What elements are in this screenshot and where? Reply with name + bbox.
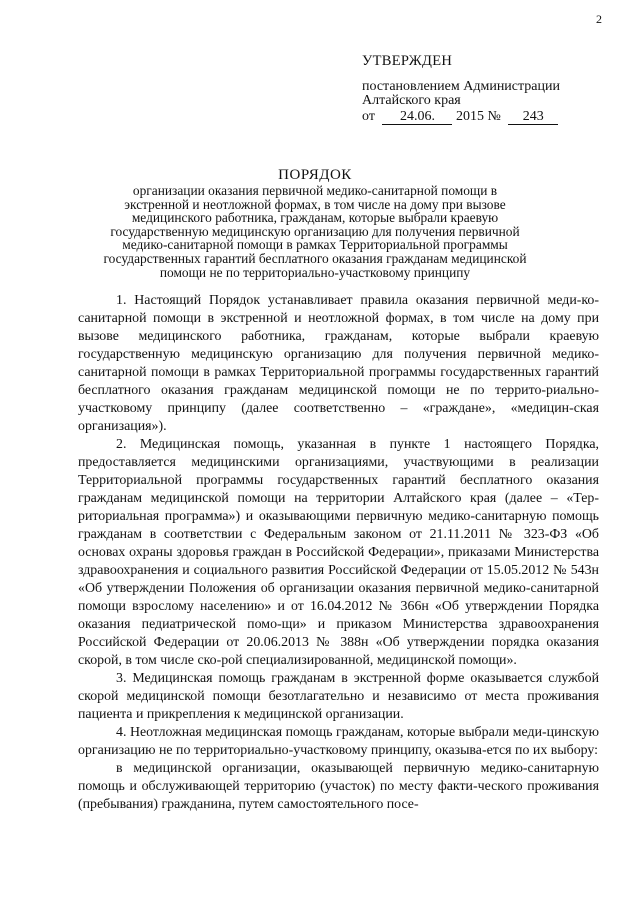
approval-stamp: [362, 52, 612, 125]
document-subtitle: организации оказания первичной медико-санитарной помощи в экстренной и неотложной формах, в том числе на дому при вызове медицинского работника, гражданам, которые выбрали краевую государственную медицинскую организацию для получения первичной медико-санитарной помощи в рамках Территориальной программы государственных гарантий бесплатного оказания гражданам медицинской помощи не по территориально-участковому принципу: [103, 183, 527, 280]
approval-year: 2015 №: [455, 109, 501, 124]
page-number: 2: [596, 12, 602, 26]
paragraph-2: 2. Медицинская помощь, указанная в пункте 1 настоящего Порядка, предоставляется медицинскими организациями, участвующими в реализации Территориальной программы государственных гарантий бесплатного оказания гражданам медицинской помощи на территории Алтайского края (далее – «Тер-риториальная программа») и оказывающими первичную медико-санитарную помощь гражданам в соответствии с Федеральным законом от 21.11.2011 № 323-ФЗ «Об основах охраны здоровья граждан в Российской Федерации», приказами Министерства здравоохранения и социального развития Российской Федерации от 15.05.2012 № 543н «Об утверждении Положения об организации оказания первичной медико-санитарной помощи взрослому населению» и от 16.04.2012 № 366н «Об утверждении Порядка оказания педиатрической помо-щи» и приказом Министерства здравоохранения Российской Федерации от 20.06.2013 № 388н «Об утверждении порядка оказания скорой, в том числе ско-рой специализированной, медицинской помощи».: [78, 437, 599, 668]
paragraph-3: 3. Медицинская помощь гражданам в экстренной форме оказывается службой скорой медицинской помощи безотлагательно и независимо от места проживания пациента и прикрепления к медицинской организации.: [78, 671, 599, 722]
approval-date-line: [362, 109, 612, 125]
paragraph-4: 4. Неотложная медицинская помощь гражданам, которые выбрали меди-цинскую организацию не по территориально-участковому принципу, оказыва-ется по их выбору:: [78, 725, 599, 758]
approval-title: УТВЕРЖДЕН: [362, 53, 453, 69]
approval-line-1: постановлением Администрации: [362, 79, 560, 94]
document-heading: [100, 166, 530, 279]
paragraph-1: 1. Настоящий Порядок устанавливает правила оказания первичной меди-ко-санитарной помощи в экстренной и неотложной формах, в том числе на дому при вызове медицинского работника, гражданам, которые выбрали краевую государственную медицинскую организацию для получения первичной медико-санитарной помощи в рамках Территориальной программы государственных гарантий бесплатного оказания гражданам медицинской помощи не по террито-риально-участковому принципу (далее соответственно – «граждане», «медицин-ская организация»).: [78, 293, 599, 434]
approval-number: 243: [508, 110, 558, 125]
document-title: ПОРЯДОК: [278, 167, 352, 183]
paragraph-5: в медицинской организации, оказывающей первичную медико-санитарную помощь и обслуживающей территорию (участок) по месту факти-ческого проживания (пребывания) гражданина, путем самостоятельного посе-: [78, 761, 599, 812]
approval-day: 24.06.: [382, 110, 452, 125]
approval-line-2: Алтайского края: [362, 93, 461, 108]
approval-from-label: от: [362, 109, 375, 124]
document-body: [78, 292, 599, 814]
